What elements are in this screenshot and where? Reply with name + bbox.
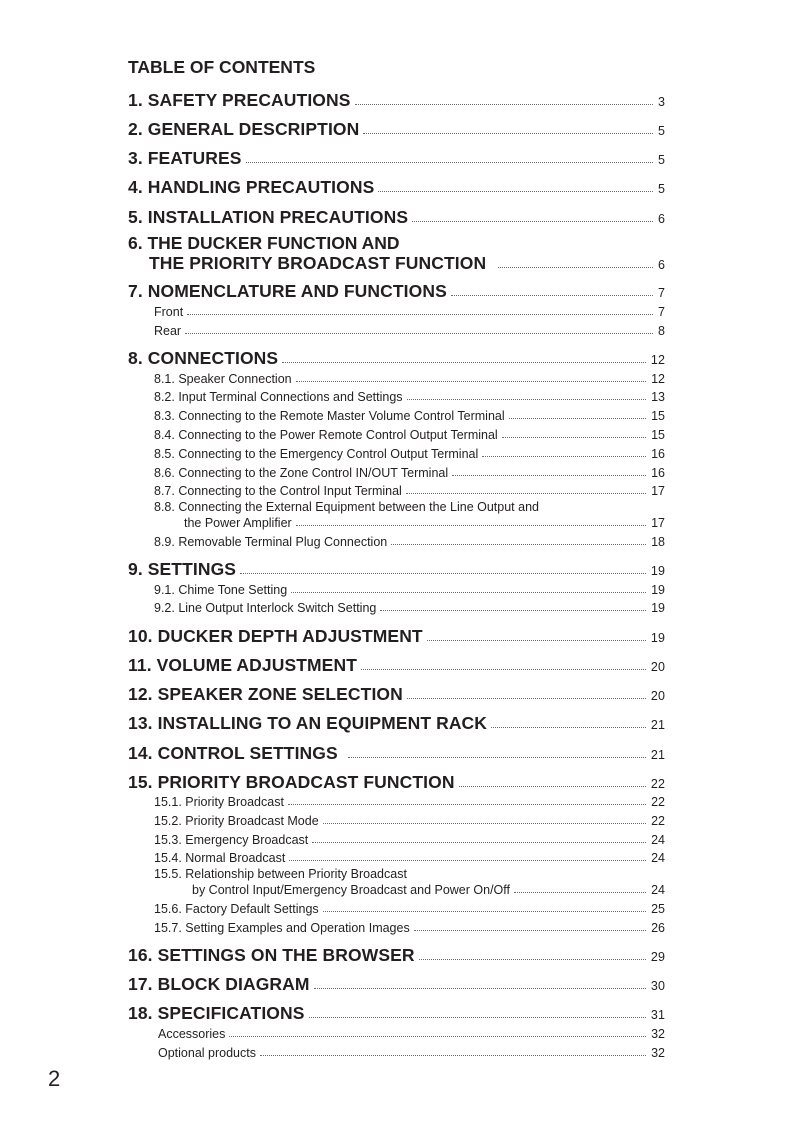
toc-page-number: 21 <box>650 748 665 762</box>
toc-entry-label: 17. BLOCK DIAGRAM <box>128 974 310 994</box>
leader-dots <box>260 1055 646 1056</box>
toc-entry-15-5-line1[interactable]: 15.5. Relationship between Priority Broadcast <box>154 867 407 881</box>
toc-page-number: 6 <box>657 212 665 226</box>
toc-page-number: 24 <box>651 883 665 897</box>
leader-dots <box>361 669 646 670</box>
toc-entry-18[interactable] <box>128 1003 665 1024</box>
toc-entry-8-8-line1[interactable]: 8.8. Connecting the External Equipment between the Line Output and <box>154 500 539 514</box>
leader-dots <box>451 295 653 296</box>
toc-entry-label: 15.4. Normal Broadcast <box>154 851 286 865</box>
leader-dots <box>407 698 646 699</box>
toc-entry-label: 15.1. Priority Broadcast <box>154 795 284 809</box>
toc-page-number: 24 <box>651 851 665 865</box>
toc-page-number: 20 <box>650 660 665 674</box>
toc-entry-label: Front <box>154 305 184 319</box>
toc-entry-label: 9.2. Line Output Interlock Switch Setting <box>154 601 377 615</box>
leader-dots <box>296 525 646 526</box>
toc-entry-8-8[interactable] <box>184 516 665 530</box>
toc-page-number: 7 <box>657 286 665 300</box>
toc-page-number: 16 <box>651 447 665 461</box>
toc-page-number: 22 <box>651 814 665 828</box>
toc-entry-8-6[interactable] <box>154 466 665 480</box>
toc-page-number: 18 <box>651 535 665 549</box>
toc-entry-9-1[interactable] <box>154 583 665 597</box>
toc-page-number: 21 <box>650 718 665 732</box>
leader-dots <box>406 493 646 494</box>
leader-dots <box>355 104 653 105</box>
toc-entry-label: 15.3. Emergency Broadcast <box>154 833 309 847</box>
toc-entry-18-accessories[interactable] <box>158 1027 665 1041</box>
leader-dots <box>459 786 646 787</box>
toc-entry-label: 8.3. Connecting to the Remote Master Volume Control Terminal <box>154 409 505 423</box>
toc-entry-label: 3. FEATURES <box>128 148 242 168</box>
toc-entry-1[interactable] <box>128 90 665 111</box>
toc-page-number: 15 <box>651 428 665 442</box>
toc-page-number: 32 <box>651 1027 665 1041</box>
toc-entry-label: 8.4. Connecting to the Power Remote Control Output Terminal <box>154 428 498 442</box>
leader-dots <box>246 162 653 163</box>
toc-page-number: 22 <box>650 777 665 791</box>
toc-entry-6[interactable] <box>149 253 665 274</box>
leader-dots <box>509 418 646 419</box>
toc-entry-9-2[interactable] <box>154 601 665 615</box>
toc-entry-label: Rear <box>154 324 182 338</box>
toc-entry-8-7[interactable] <box>154 484 665 498</box>
toc-entry-label: Accessories <box>158 1027 226 1041</box>
toc-page-number: 15 <box>651 409 665 423</box>
toc-page-number: 8 <box>658 324 665 338</box>
toc-entry-label: THE PRIORITY BROADCAST FUNCTION <box>149 253 487 273</box>
toc-entry-label: 15.6. Factory Default Settings <box>154 902 319 916</box>
toc-page-number: 19 <box>651 601 665 615</box>
toc-page-number: 13 <box>651 390 665 404</box>
page-number: 2 <box>48 1066 61 1091</box>
toc-page-number: 12 <box>650 353 665 367</box>
toc-entry-label: 18. SPECIFICATIONS <box>128 1003 305 1023</box>
toc-entry-13[interactable] <box>128 713 665 734</box>
toc-page-number: 16 <box>651 466 665 480</box>
toc-entry-label: 12. SPEAKER ZONE SELECTION <box>128 684 403 704</box>
leader-dots <box>380 610 646 611</box>
toc-entry-label: 8.2. Input Terminal Connections and Settings <box>154 390 403 404</box>
toc-entry-label: 9. SETTINGS <box>128 559 237 579</box>
leader-dots <box>282 362 646 363</box>
toc-entry-label: 16. SETTINGS ON THE BROWSER <box>128 945 415 965</box>
toc-page-number: 30 <box>650 979 665 993</box>
toc-entry-8-9[interactable] <box>154 535 665 549</box>
leader-dots <box>348 757 646 758</box>
leader-dots <box>187 314 653 315</box>
toc-page-number: 5 <box>657 124 665 138</box>
toc-page-number: 5 <box>657 153 665 167</box>
toc-page-number: 6 <box>657 258 665 272</box>
toc-entry-9[interactable] <box>128 559 665 580</box>
toc-entry-label: 2. GENERAL DESCRIPTION <box>128 119 360 139</box>
leader-dots <box>312 842 646 843</box>
toc-entry-label: 15. PRIORITY BROADCAST FUNCTION <box>128 772 455 792</box>
leader-dots <box>309 1017 646 1018</box>
toc-entry-12[interactable] <box>128 684 665 705</box>
leader-dots <box>452 475 646 476</box>
toc-entry-label: 8.1. Speaker Connection <box>154 372 292 386</box>
leader-dots <box>288 804 646 805</box>
toc-entry-label: the Power Amplifier <box>184 516 292 530</box>
toc-entry-label: 8.7. Connecting to the Control Input Terminal <box>154 484 402 498</box>
leader-dots <box>289 860 646 861</box>
toc-page-number: 32 <box>651 1046 665 1060</box>
leader-dots <box>427 640 646 641</box>
toc-entry-label: 9.1. Chime Tone Setting <box>154 583 288 597</box>
toc-page-number: 26 <box>651 921 665 935</box>
leader-dots <box>482 456 646 457</box>
toc-entry-4[interactable] <box>128 177 665 198</box>
toc-entry-label: 13. INSTALLING TO AN EQUIPMENT RACK <box>128 713 488 733</box>
toc-entry-6-line1[interactable]: 6. THE DUCKER FUNCTION AND <box>128 233 400 253</box>
leader-dots <box>363 133 653 134</box>
toc-entry-7-front[interactable] <box>154 305 665 319</box>
toc-page-number: 5 <box>657 182 665 196</box>
toc-entry-label: 15.2. Priority Broadcast Mode <box>154 814 319 828</box>
leader-dots <box>407 399 647 400</box>
toc-page-number: 31 <box>650 1008 665 1022</box>
toc-entry-label: 1. SAFETY PRECAUTIONS <box>128 90 351 110</box>
toc-entry-17[interactable] <box>128 974 665 995</box>
toc-page-number: 19 <box>650 564 665 578</box>
leader-dots <box>185 333 653 334</box>
toc-heading: TABLE OF CONTENTS <box>128 57 316 77</box>
toc-entry-label: 8.5. Connecting to the Emergency Control Output Terminal <box>154 447 479 461</box>
toc-entry-7-rear[interactable] <box>154 324 665 338</box>
leader-dots <box>414 930 646 931</box>
toc-entry-8-2[interactable] <box>154 390 665 404</box>
leader-dots <box>491 727 646 728</box>
leader-dots <box>412 221 653 222</box>
toc-entry-label: 11. VOLUME ADJUSTMENT <box>128 655 357 675</box>
toc-entry-8-3[interactable] <box>154 409 665 423</box>
toc-entry-label: 8.9. Removable Terminal Plug Connection <box>154 535 388 549</box>
toc-entry-15-2[interactable] <box>154 814 665 828</box>
toc-entry-label: 14. CONTROL SETTINGS <box>128 743 338 763</box>
leader-dots <box>391 544 646 545</box>
toc-entry-7[interactable] <box>128 281 665 302</box>
toc-entry-label: 8.6. Connecting to the Zone Control IN/OUT Terminal <box>154 466 449 480</box>
toc-page-number: 25 <box>651 902 665 916</box>
toc-entry-15-3[interactable] <box>154 833 665 847</box>
toc-entry-15-7[interactable] <box>154 921 665 935</box>
leader-dots <box>378 191 653 192</box>
toc-entry-5[interactable] <box>128 207 665 228</box>
leader-dots <box>323 823 646 824</box>
toc-entry-18-optional[interactable] <box>158 1046 665 1060</box>
leader-dots <box>314 988 646 989</box>
toc-entry-3[interactable] <box>128 148 665 169</box>
toc-entry-8-5[interactable] <box>154 447 665 461</box>
toc-entry-label: Optional products <box>158 1046 256 1060</box>
leader-dots <box>502 437 646 438</box>
toc-entry-label: 7. NOMENCLATURE AND FUNCTIONS <box>128 281 447 301</box>
toc-entry-15-6[interactable] <box>154 902 665 916</box>
leader-dots <box>514 892 646 893</box>
toc-entry-8-4[interactable] <box>154 428 665 442</box>
toc-page-number: 12 <box>651 372 665 386</box>
toc-entry-11[interactable] <box>128 655 665 676</box>
toc-entry-15-4[interactable] <box>154 851 665 865</box>
leader-dots <box>296 381 647 382</box>
toc-page-number: 20 <box>650 689 665 703</box>
toc-entry-8-1[interactable] <box>154 372 665 386</box>
toc-entry-label: 10. DUCKER DEPTH ADJUSTMENT <box>128 626 423 646</box>
toc-entry-label: 4. HANDLING PRECAUTIONS <box>128 177 375 197</box>
toc-entry-label: 5. INSTALLATION PRECAUTIONS <box>128 207 409 227</box>
leader-dots <box>498 267 653 268</box>
leader-dots <box>240 573 646 574</box>
toc-page-number: 7 <box>658 305 665 319</box>
toc-entry-15-1[interactable] <box>154 795 665 809</box>
toc-entry-10[interactable] <box>128 626 665 647</box>
toc-entry-8[interactable] <box>128 348 665 369</box>
toc-page-number: 17 <box>651 484 665 498</box>
toc-entry-label: 8. CONNECTIONS <box>128 348 279 368</box>
leader-dots <box>323 911 646 912</box>
toc-page-number: 3 <box>657 95 665 109</box>
leader-dots <box>291 592 646 593</box>
toc-page-number: 17 <box>651 516 665 530</box>
leader-dots <box>419 959 646 960</box>
toc-entry-label: by Control Input/Emergency Broadcast and Power On/Off <box>192 883 510 897</box>
leader-dots <box>229 1036 646 1037</box>
toc-entry-2[interactable] <box>128 119 665 140</box>
toc-page-number: 29 <box>650 950 665 964</box>
toc-page-number: 19 <box>651 583 665 597</box>
toc-entry-15-5[interactable] <box>192 883 665 897</box>
toc-entry-label: 15.7. Setting Examples and Operation Images <box>154 921 410 935</box>
toc-page-number: 24 <box>651 833 665 847</box>
toc-entry-15[interactable] <box>128 772 665 793</box>
toc-page-number: 19 <box>650 631 665 645</box>
toc-entry-16[interactable] <box>128 945 665 966</box>
toc-page-number: 22 <box>651 795 665 809</box>
toc-entry-14[interactable] <box>128 743 665 764</box>
